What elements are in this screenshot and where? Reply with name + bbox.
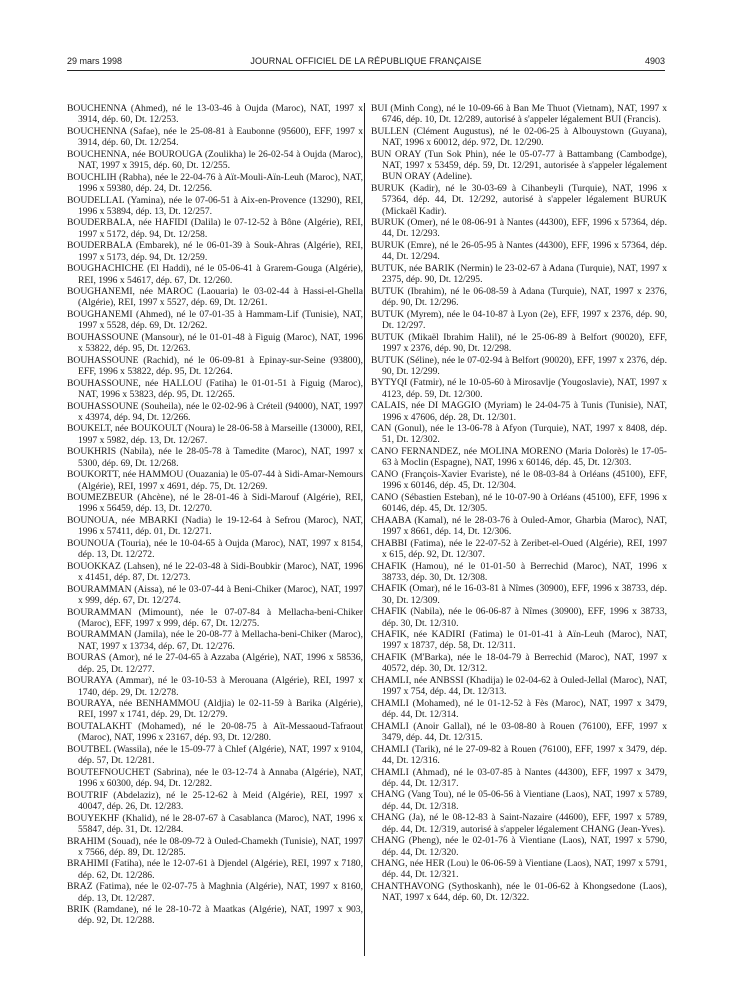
registry-entry: BURUK (Omer), né le 08-06-91 à Nantes (44300), EFF, 1996 x 57364, dép. 44, Dt. 12/293. xyxy=(371,217,667,240)
registry-entry: BOUYEKHF (Khalid), né le 28-07-67 à Casablanca (Maroc), NAT, 1996 x 55847, dép. 31, Dt. 12/284. xyxy=(67,812,363,835)
registry-entry: CHAMLI (Ahmad), né le 03-07-85 à Nantes (44300), EFF, 1997 x 3479, dép. 44, Dt. 12/317. xyxy=(371,766,667,789)
registry-entry: BUN ORAY (Tun Sok Phin), née le 05-07-77 à Battambang (Cambodge), NAT, 1997 x 53459, dép. 59, Dt. 12/291, autorisée à s'appeler légalement BUN ORAY (Adeline). xyxy=(371,148,667,183)
registry-entry: BUTUK (Myrem), née le 04-10-87 à Lyon (2e), EFF, 1997 x 2376, dép. 90, Dt. 12/297. xyxy=(371,308,667,332)
registry-entry: BOUMEZBEUR (Ahcène), né le 28-01-46 à Sidi-Marouf (Algérie), REI, 1996 x 56459, dép. 13, Dt. 12/270. xyxy=(67,492,363,515)
registry-entry: CHANG, née HER (Lou) le 06-06-59 à Vientiane (Laos), NAT, 1997 x 5791, dép. 44, Dt. 12/321. xyxy=(371,858,667,881)
registry-entry: CHAMLI (Mohamed), né le 01-12-52 à Fès (Maroc), NAT, 1997 x 3479, dép. 44, Dt. 12/314. xyxy=(371,697,667,721)
registry-entry: BOUGHANEMI, née MAROC (Laouaria) le 03-02-44 à Hassi-el-Ghella (Algérie), REI, 1997 x 5527, dép. 69, Dt. 12/261. xyxy=(67,286,363,309)
registry-entry: CHANG (Pheng), née le 02-01-76 à Vientiane (Laos), NAT, 1997 x 5790, dép. 44, Dt. 12/320. xyxy=(371,835,667,858)
registry-entry: CHAFIK (Hamou), né le 01-01-50 à Berrechid (Maroc), NAT, 1996 x 38733, dép. 30, Dt. 12/308. xyxy=(371,560,667,583)
registry-entry: BURUK (Emre), né le 26-05-95 à Nantes (44300), EFF, 1996 x 57364, dép. 44, Dt. 12/294. xyxy=(371,240,667,263)
registry-entry: BOUKORTT, née HAMMOU (Ouazania) le 05-07-44 à Sidi-Amar-Nemours (Algérie), REI, 1997 x 4691, dép. 75, Dt. 12/269. xyxy=(67,469,363,492)
registry-entry: BUI (Minh Cong), né le 10-09-66 à Ban Me Thuot (Vietnam), NAT, 1997 x 6746, dép. 10, Dt. 12/289, autorisé à s'appeler légalement BUI (Francis). xyxy=(371,103,667,126)
registry-entry: BOURAYA, née BENHAMMOU (Aldjia) le 02-11-59 à Barika (Algérie), REI, 1997 x 1741, dép. 29, Dt. 12/279. xyxy=(67,698,363,721)
registry-entry: BUTUK (Mikaël Ibrahim Halil), né le 25-06-89 à Belfort (90020), EFF, 1997 x 2376, dép. 90, Dt. 12/298. xyxy=(371,331,667,354)
registry-entry: BOURAYA (Ammar), né le 03-10-53 à Merouana (Algérie), REI, 1997 x 1740, dép. 29, Dt. 12/278. xyxy=(67,675,363,698)
registry-entry: BOUGHANEMI (Ahmed), né le 07-01-35 à Hammam-Lif (Tunisie), NAT, 1997 x 5528, dép. 69, Dt. 12/262. xyxy=(67,309,363,332)
header-rule xyxy=(67,70,665,71)
registry-entry: CHAABA (Kamal), né le 28-03-76 à Ouled-Amor, Gharbia (Maroc), NAT, 1997 x 8661, dép. 14, Dt. 12/306. xyxy=(371,514,667,538)
registry-entry: CANO FERNANDEZ, née MOLINA MORENO (Maria Dolorès) le 17-05-63 à Moclin (Espagne), NAT, 1996 x 60146, dép. 45, Dt. 12/303. xyxy=(371,446,667,469)
registry-entry: CHAMLI (Tarik), né le 27-09-82 à Rouen (76100), EFF, 1997 x 3479, dép. 44, Dt. 12/316. xyxy=(371,743,667,766)
registry-entry: CAN (Gonul), née le 13-06-78 à Afyon (Turquie), NAT, 1997 x 8408, dép. 51, Dt. 12/302. xyxy=(371,423,667,446)
registry-entry: CHAMLI (Anoir Gallal), né le 03-08-80 à Rouen (76100), EFF, 1997 x 3479, dép. 44, Dt. 12/315. xyxy=(371,720,667,744)
registry-entry: BRAZ (Fatima), née le 02-07-75 à Maghnia (Algérie), NAT, 1997 x 8160, dép. 13, Dt. 12/287. xyxy=(67,881,363,904)
registry-entry: BOUKHRIS (Nabila), née le 28-05-78 à Tamedite (Maroc), NAT, 1997 x 5300, dép. 69, Dt. 12/268. xyxy=(67,446,363,469)
registry-entry: BOUDERBALA (Embarek), né le 06-01-39 à Souk-Ahras (Algérie), REI, 1997 x 5173, dép. 94, Dt. 12/259. xyxy=(67,240,363,263)
registry-entry: BOUNOUA, née MBARKI (Nadia) le 19-12-64 à Sefrou (Maroc), NAT, 1996 x 57411, dép. 01, Dt. 12/271. xyxy=(67,515,363,538)
registry-entry: BOUDERBALA, née HAFIDI (Dalila) le 07-12-52 à Bône (Algérie), REI, 1997 x 5172, dép. 94, Dt. 12/258. xyxy=(67,217,363,240)
registry-entry: BYTYQI (Fatmir), né le 10-05-60 à Mirosavlje (Yougoslavie), NAT, 1997 x 4123, dép. 59, Dt. 12/300. xyxy=(371,377,667,400)
registry-entry: BOUKELT, née BOUKOULT (Noura) le 28-06-58 à Marseille (13000), REI, 1997 x 5982, dép. 13, Dt. 12/267. xyxy=(67,423,363,446)
registry-entry: BRIK (Ramdane), né le 28-10-72 à Maatkas (Algérie), NAT, 1997 x 903, dép. 92, Dt. 12/288. xyxy=(67,904,363,927)
registry-entry: CHAFIK (M'Barka), née le 18-04-79 à Berrechid (Maroc), NAT, 1997 x 40572, dép. 30, Dt. 12/312. xyxy=(371,652,667,675)
registry-entry: CANO (Sébastien Esteban), né le 10-07-90 à Orléans (45100), EFF, 1996 x 60146, dép. 45, Dt. 12/305. xyxy=(371,491,667,515)
registry-entry: BOUGHACHICHE (El Haddi), né le 05-06-41 à Grarem-Gouga (Algérie), REI, 1996 x 54617, dép. 67, Dt. 12/260. xyxy=(67,263,363,286)
left-column xyxy=(67,103,363,927)
registry-entry: BRAHIM (Souad), née le 08-09-72 à Ouled-Chamekh (Tunisie), NAT, 1997 x 7566, dép. 89, Dt. 12/285. xyxy=(67,835,363,858)
journal-title: JOURNAL OFFICIEL DE LA RÉPUBLIQUE FRANÇAISE xyxy=(250,56,482,66)
registry-entry: BOUHASSOUNE, née HALLOU (Fatiha) le 01-01-51 à Figuig (Maroc), NAT, 1996 x 53823, dép. 95, Dt. 12/265. xyxy=(67,377,363,400)
registry-entry: BOUCHENNA (Ahmed), né le 13-03-46 à Oujda (Maroc), NAT, 1997 x 3914, dép. 60, Dt. 12/253. xyxy=(67,103,363,126)
registry-entry: CHAMLI, née ANBSSI (Khadija) le 02-04-62 à Ouled-Jellal (Maroc), NAT, 1997 x 754, dép. 44, Dt. 12/313. xyxy=(371,674,667,698)
registry-entry: BOUOKKAZ (Lahsen), né le 22-03-48 à Sidi-Boubkir (Maroc), NAT, 1996 x 41451, dép. 87, Dt. 12/273. xyxy=(67,560,363,584)
registry-entry: BOUHASSOUNE (Rachid), né le 06-09-81 à Epinay-sur-Seine (93800), EFF, 1996 x 53822, dép. 95, Dt. 12/264. xyxy=(67,354,363,378)
registry-entry: BRAHIMI (Fatiha), née le 12-07-61 à Djendel (Algérie), REI, 1997 x 7180, dép. 62, Dt. 12/286. xyxy=(67,858,363,881)
registry-entry: CALAIS, née DI MAGGIO (Myriam) le 24-04-75 à Tunis (Tunisie), NAT, 1996 x 47606, dép. 28, Dt. 12/301. xyxy=(371,400,667,423)
registry-entry: BOURAS (Amor), né le 27-04-65 à Azzaba (Algérie), NAT, 1996 x 58536, dép. 25, Dt. 12/277. xyxy=(67,652,363,675)
registry-entry: BOUTBEL (Wassila), née le 15-09-77 à Chlef (Algérie), NAT, 1997 x 9104, dép. 57, Dt. 12/281. xyxy=(67,743,363,767)
page-number: 4903 xyxy=(644,56,665,66)
registry-entry: CHAFIK (Nabila), née le 06-06-87 à Nîmes (30900), EFF, 1996 x 38733, dép. 30, Dt. 12/310. xyxy=(371,606,667,629)
registry-entry: BOUCHENNA (Safae), née le 25-08-81 à Eaubonne (95600), EFF, 1997 x 3914, dép. 60, Dt. 12/254. xyxy=(67,125,363,149)
registry-entry: BOUDELLAL (Yamina), née le 07-06-51 à Aix-en-Provence (13290), REI, 1996 x 53894, dép. 13, Dt. 12/257. xyxy=(67,194,363,217)
registry-entry: BOUTRIF (Abdelaziz), né le 25-12-62 à Meid (Algérie), REI, 1997 x 40047, dép. 26, Dt. 12/283. xyxy=(67,789,363,813)
registry-entry: CHABBI (Fatima), née le 22-07-52 à Zeribet-el-Oued (Algérie), REI, 1997 x 615, dép. 92, Dt. 12/307. xyxy=(371,537,667,560)
registry-entry: BUTUK (Séline), née le 07-02-94 à Belfort (90020), EFF, 1997 x 2376, dép. 90, Dt. 12/299. xyxy=(371,354,667,377)
registry-entry: BOURAMMAN (Aissa), né le 03-07-44 à Beni-Chiker (Maroc), NAT, 1997 x 999, dép. 67, Dt. 12/274. xyxy=(67,583,363,606)
registry-entry: BOUHASSOUNE (Mansour), né le 01-01-48 à Figuig (Maroc), NAT, 1996 x 53822, dép. 95, Dt. 12/263. xyxy=(67,331,363,355)
column-divider xyxy=(364,103,365,956)
registry-entry: BULLEN (Clément Augustus), né le 02-06-25 à Albouystown (Guyana), NAT, 1996 x 60012, dép. 972, Dt. 12/290. xyxy=(371,125,667,149)
registry-entry: BOUCHENNA, née BOUROUGA (Zoulikha) le 26-02-54 à Oujda (Maroc), NAT, 1997 x 3915, dép. 60, Dt. 12/255. xyxy=(67,148,363,172)
registry-entry: CHAFIK (Omar), né le 16-03-81 à Nîmes (30900), EFF, 1996 x 38733, dép. 30, Dt. 12/309. xyxy=(371,583,667,606)
registry-entry: BUTUK (Ibrahim), né le 06-08-59 à Adana (Turquie), NAT, 1997 x 2376, dép. 90, Dt. 12/296. xyxy=(371,285,667,309)
registry-entry: BUTUK, née BARIK (Nermin) le 23-02-67 à Adana (Turquie), NAT, 1997 x 2375, dép. 90, Dt. 12/295. xyxy=(371,262,667,286)
registry-entry: BOUTEFNOUCHET (Sabrina), née le 03-12-74 à Annaba (Algérie), NAT, 1996 x 60300, dép. 94, Dt. 12/282. xyxy=(67,766,363,790)
issue-date: 29 mars 1998 xyxy=(67,56,123,66)
page-header xyxy=(67,56,665,70)
registry-entry: CHANG (Ja), né le 08-12-83 à Saint-Nazaire (44600), EFF, 1997 x 5789, dép. 44, Dt. 12/319, autorisé à s'appeler légalement CHANG (Jean-Yves). xyxy=(371,812,667,835)
registry-entry: CHAFIK, née KADIRI (Fatima) le 01-01-41 à Aïn-Leuh (Maroc), NAT, 1997 x 18737, dép. 58, Dt. 12/311. xyxy=(371,629,667,652)
registry-entry: BURUK (Kadir), né le 30-03-69 à Cihanbeyli (Turquie), NAT, 1996 x 57364, dép. 44, Dt. 12/292, autorisé à s'appeler légalement BURUK (Mickaël Kadir). xyxy=(371,182,667,217)
registry-entry: BOUNOUA (Touria), née le 10-04-65 à Oujda (Maroc), NAT, 1997 x 8154, dép. 13, Dt. 12/272. xyxy=(67,537,363,561)
registry-entry: BOUHASSOUNE (Souheila), née le 02-02-96 à Créteil (94000), NAT, 1997 x 43974, dép. 94, Dt. 12/266. xyxy=(67,400,363,423)
right-column xyxy=(371,103,667,904)
registry-entry: CHANG (Vang Tou), né le 05-06-56 à Vientiane (Laos), NAT, 1997 x 5789, dép. 44, Dt. 12/318. xyxy=(371,789,667,812)
registry-entry: CANO (François-Xavier Evariste), né le 08-03-84 à Orléans (45100), EFF, 1996 x 60146, dép. 45, Dt. 12/304. xyxy=(371,468,667,492)
registry-entry: BOUTALAKHT (Mohamed), né le 20-08-75 à Aït-Messaoud-Tafraout (Maroc), NAT, 1996 x 23167, dép. 93, Dt. 12/280. xyxy=(67,721,363,744)
registry-entry: BOURAMMAN (Jamila), née le 20-08-77 à Mellacha-beni-Chiker (Maroc), NAT, 1997 x 13734, dép. 67, Dt. 12/276. xyxy=(67,629,363,652)
registry-entry: CHANTHAVONG (Sythoskanh), née le 01-06-62 à Khongsedone (Laos), NAT, 1997 x 644, dép. 60, Dt. 12/322. xyxy=(371,880,667,904)
registry-entry: BOURAMMAN (Mimount), née le 07-07-84 à Mellacha-beni-Chiker (Maroc), EFF, 1997 x 999, dép. 67, Dt. 12/275. xyxy=(67,606,363,629)
registry-entry: BOUCHLIH (Rabha), née le 22-04-76 à Aït-Mouli-Aïn-Leuh (Maroc), NAT, 1996 x 59380, dép. 24, Dt. 12/256. xyxy=(67,171,363,194)
